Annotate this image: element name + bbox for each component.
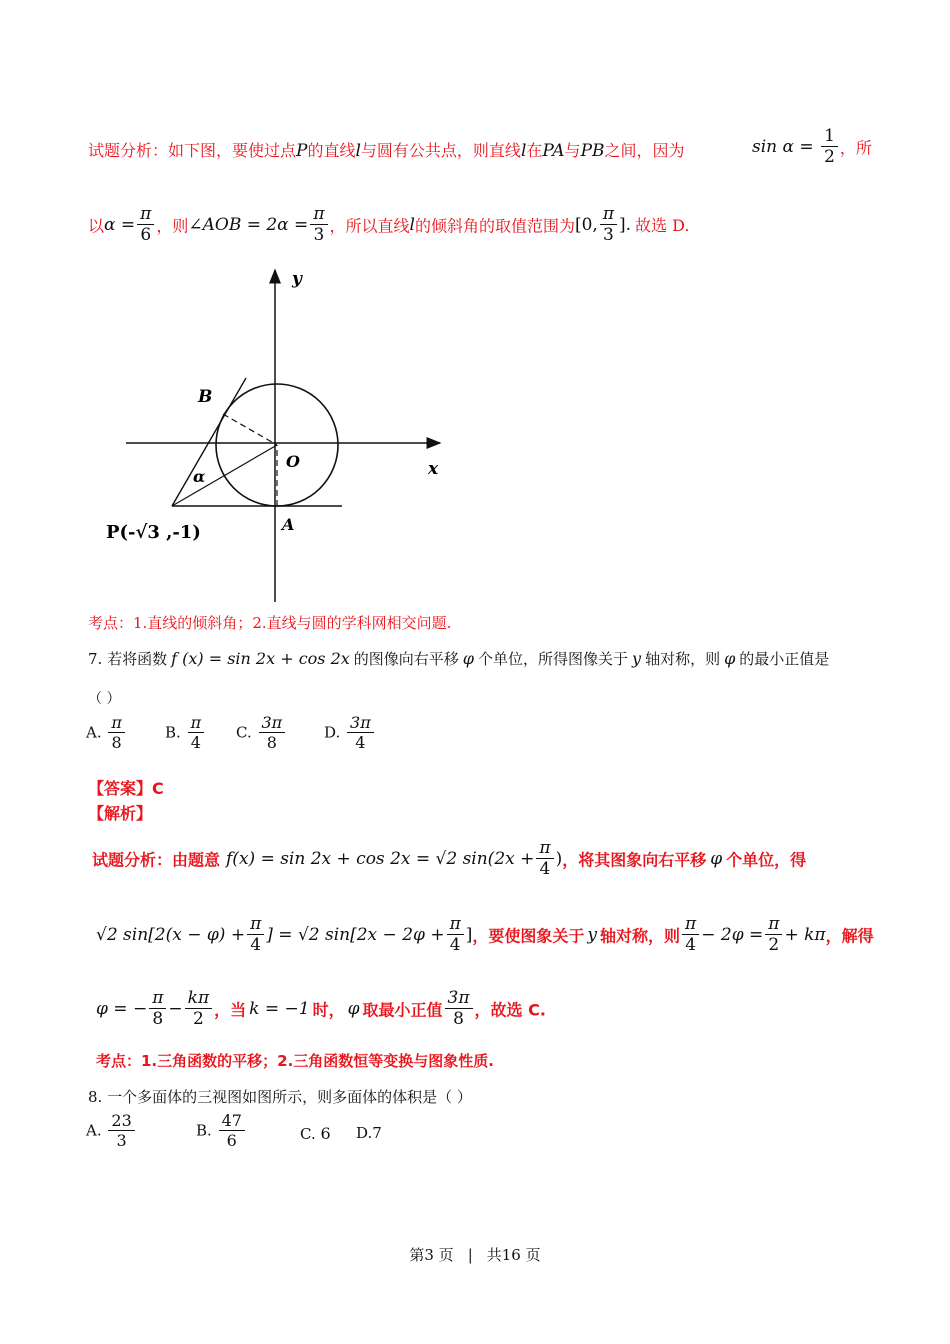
frac-num: π xyxy=(765,914,782,935)
q7-text: 的图像向右平移 xyxy=(353,650,459,668)
frac-num: π xyxy=(137,204,154,225)
math-phi: φ xyxy=(347,998,360,1019)
frac-den: 8 xyxy=(152,1009,164,1030)
frac-num: kπ xyxy=(185,988,212,1009)
q7-solution-line1 xyxy=(92,838,806,880)
line-po xyxy=(172,445,277,506)
q7-text: 轴对称，则 xyxy=(600,926,681,946)
fraction-pi-4 xyxy=(682,914,699,956)
math-angle-aob: ∠AOB = 2α = xyxy=(188,214,309,235)
math-alpha-eq: α = xyxy=(104,214,136,235)
q8-stem: 8. 一个多面体的三视图如图所示，则多面体的体积是（ ） xyxy=(88,1088,472,1106)
page-total: 共16 页 xyxy=(486,1246,541,1264)
label-y: y xyxy=(292,269,302,289)
math-y: y xyxy=(632,649,642,668)
fraction-pi-4 xyxy=(536,838,553,880)
frac-num: 23 xyxy=(108,1111,134,1131)
q6-text: ，则 xyxy=(156,216,189,236)
q6-analysis-line1 xyxy=(88,138,685,161)
math-p: P xyxy=(296,141,308,161)
fraction-pi-4 xyxy=(447,914,464,956)
frac-den: 4 xyxy=(685,935,697,956)
frac-den: 2 xyxy=(768,935,780,956)
math-l: l xyxy=(355,141,361,161)
frac-num: 3π xyxy=(445,988,473,1009)
fraction-pi-3 xyxy=(310,204,327,246)
fraction-pi-3 xyxy=(600,204,617,246)
q7-answer-tag: 【答案】C xyxy=(88,779,164,798)
math-expression: √2 sin[2(x − φ) + xyxy=(96,924,246,945)
q7-option-d xyxy=(324,713,376,752)
q7-text: 的最小正值是 xyxy=(739,650,830,668)
frac-den: 6 xyxy=(226,1131,237,1151)
math-expression: − 2φ = xyxy=(701,924,764,945)
option-fraction xyxy=(108,1111,134,1150)
option-label: D. xyxy=(356,1124,373,1142)
math-function: f (x) = sin 2x + cos 2x xyxy=(171,649,350,668)
frac-den: 2 xyxy=(824,147,835,168)
q7-text: 个单位，得 xyxy=(726,850,807,870)
q6-text: 故选 D. xyxy=(635,216,690,236)
math-l: l xyxy=(520,141,527,161)
option-label: D. xyxy=(324,723,341,742)
option-fraction xyxy=(108,713,125,752)
q7-text: 试题分析：由题意 xyxy=(92,850,221,870)
math-expression: ] = √2 sin[2x − 2φ + xyxy=(266,924,445,945)
label-point-p: P(-√3 ,-1) xyxy=(106,522,201,543)
math-range-close: ]. xyxy=(619,214,632,235)
q7-text: 取最小正值 xyxy=(362,1000,443,1020)
q8-option-c xyxy=(300,1124,331,1143)
option-label: A. xyxy=(86,1121,102,1140)
math-bracket: ] xyxy=(465,924,473,945)
math-expression: φ = − xyxy=(96,998,148,1019)
fraction-pi-2 xyxy=(765,914,782,956)
q7-text: ，要使图象关于 xyxy=(472,926,585,946)
fraction-kpi-2 xyxy=(185,988,212,1030)
frac-num: 3π xyxy=(347,713,374,733)
frac-den: 6 xyxy=(140,225,152,246)
frac-num: π xyxy=(600,204,617,225)
frac-num: π xyxy=(247,914,264,935)
q7-kaodian: 考点：1.三角函数的平移；2.三角函数恒等变换与图象性质. xyxy=(96,1052,494,1070)
circle-tangent-figure xyxy=(100,262,460,607)
q6-kaodian: 考点：1.直线的倾斜角；2.直线与圆的学科网相交问题. xyxy=(88,614,452,632)
frac-den: 2 xyxy=(192,1009,204,1030)
frac-den: 3 xyxy=(116,1131,127,1151)
math-minus: − xyxy=(168,998,183,1019)
frac-num: π xyxy=(310,204,327,225)
option-fraction xyxy=(259,713,286,752)
footer-divider: | xyxy=(467,1246,473,1264)
q7-solution-line3 xyxy=(96,988,546,1030)
q6-text: 的直线 xyxy=(307,141,356,160)
label-o: O xyxy=(286,452,300,471)
radius-ob xyxy=(223,414,277,445)
math-phi: φ xyxy=(724,649,736,668)
frac-den: 8 xyxy=(266,733,277,753)
q6-text: ，所以直线 xyxy=(329,216,410,236)
frac-den: 4 xyxy=(250,935,262,956)
q6-text: 的倾斜角的取值范围为 xyxy=(414,216,575,236)
q7-text: ，故选 C. xyxy=(474,1000,546,1020)
q7-solution-line2 xyxy=(96,914,874,956)
q8-option-b xyxy=(196,1111,247,1150)
fraction-pi-6 xyxy=(137,204,154,246)
q6-text: 以 xyxy=(88,216,105,236)
q7-analysis-tag: 【解析】 xyxy=(88,804,153,823)
option-label: B. xyxy=(165,723,181,742)
math-expression: f(x) = sin 2x + cos 2x = √2 sin(2x + xyxy=(226,848,535,869)
q7-text: ，将其图象向右平移 xyxy=(562,850,707,870)
option-label: C. xyxy=(300,1125,316,1143)
frac-den: 3 xyxy=(313,225,325,246)
fraction-3pi-8 xyxy=(445,988,473,1030)
q6-analysis-line2 xyxy=(88,204,690,246)
q6-text: 在 xyxy=(526,141,543,160)
math-paren: ) xyxy=(555,848,563,869)
option-fraction xyxy=(347,713,374,752)
q7-option-a xyxy=(86,713,127,752)
frac-den: 8 xyxy=(453,1009,464,1030)
option-label: A. xyxy=(86,723,102,742)
frac-den: 3 xyxy=(603,225,614,246)
q7-text: 个单位，所得图像关于 xyxy=(478,650,629,668)
frac-num: π xyxy=(536,838,553,859)
q6-text: 之间，因为 xyxy=(604,141,685,160)
frac-num: 47 xyxy=(219,1111,245,1131)
label-a: A xyxy=(282,515,295,534)
q7-answer-paren: （ ） xyxy=(88,691,121,707)
q6-sin-alpha xyxy=(752,126,872,168)
q8-option-a xyxy=(86,1111,137,1150)
q7-text: 7. 若将函数 xyxy=(88,650,168,668)
math-pb: PB xyxy=(580,141,605,161)
math-pa: PA xyxy=(542,141,565,161)
label-x: x xyxy=(428,459,439,479)
fraction-pi-8 xyxy=(149,988,166,1030)
option-label: C. xyxy=(236,723,252,742)
label-b: B xyxy=(198,387,213,407)
frac-num: 3π xyxy=(259,713,286,733)
math-phi: φ xyxy=(710,848,723,869)
math-l: l xyxy=(409,214,415,235)
frac-num: π xyxy=(188,713,205,733)
frac-den: 4 xyxy=(355,733,366,753)
q7-option-b xyxy=(165,713,206,752)
math-k-value: k = −1 xyxy=(249,998,310,1019)
q7-option-c xyxy=(236,713,287,752)
q6-text: ，所 xyxy=(839,138,872,158)
frac-den: 8 xyxy=(111,733,122,753)
frac-num: π xyxy=(682,914,699,935)
frac-num: π xyxy=(447,914,464,935)
q7-text: ，当 xyxy=(214,1000,247,1020)
page-footer xyxy=(0,1244,950,1265)
option-label: B. xyxy=(196,1121,212,1140)
page-number: 第3 页 xyxy=(409,1246,454,1264)
q6-text: 与 xyxy=(564,141,581,160)
option-value: 7 xyxy=(372,1124,382,1142)
q7-text: 时， xyxy=(312,1000,345,1020)
frac-num: π xyxy=(149,988,166,1009)
label-alpha: α xyxy=(193,467,206,486)
fraction-pi-4 xyxy=(247,914,264,956)
math-range-open: [0, xyxy=(574,214,598,235)
option-fraction xyxy=(219,1111,245,1150)
q7-text: 轴对称，则 xyxy=(645,650,721,668)
q6-text: 与圆有公共点，则直线 xyxy=(360,141,521,160)
q8-option-d xyxy=(356,1124,382,1142)
option-value: 6 xyxy=(320,1124,331,1143)
math-sin-alpha: sin α = xyxy=(752,136,814,157)
frac-den: 4 xyxy=(449,935,461,956)
math-phi: φ xyxy=(462,649,474,668)
frac-num: π xyxy=(108,713,125,733)
frac-num: 1 xyxy=(821,126,838,147)
math-y: y xyxy=(587,924,598,945)
option-fraction xyxy=(188,713,205,752)
frac-den: 4 xyxy=(190,733,201,753)
q7-stem xyxy=(88,648,829,669)
frac-den: 4 xyxy=(539,859,551,880)
q7-text: ，解得 xyxy=(825,926,874,946)
q6-text: 试题分析：如下图，要使过点 xyxy=(88,141,297,160)
math-expression: + kπ xyxy=(784,924,826,945)
fraction-one-half xyxy=(821,126,838,168)
